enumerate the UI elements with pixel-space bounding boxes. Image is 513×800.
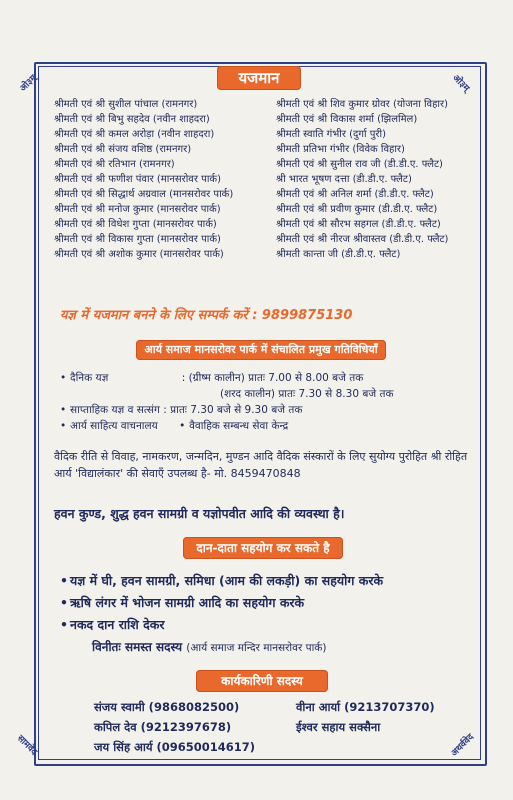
weekly-label: साप्ताहिक यज्ञ व सत्संग xyxy=(70,404,160,416)
corner-label-bottom-right: अथर्ववेद xyxy=(449,732,477,759)
list-item: श्रीमती प्रतिभा गंभीर (विवेक विहार) xyxy=(276,144,405,155)
bullet-icon: • xyxy=(60,372,67,384)
list-item: श्रीमती एवं श्री सौरभ सहगल (डी.डी.ए. फ्लैट) xyxy=(276,219,441,230)
bullet-icon: • xyxy=(60,404,67,416)
bullet-icon: • xyxy=(60,617,68,632)
list-item: • नकद दान राशि देकर xyxy=(60,614,383,636)
summer-time: : (ग्रीष्म कालीन) प्रातः 7.00 से 8.00 बजे तक xyxy=(181,372,364,384)
bullet-icon: • xyxy=(60,573,68,588)
corner-label-top-right: ओ३म् xyxy=(450,73,471,94)
list-item: श्रीमती एवं श्री संजय वशिष्ठ (रामनगर) xyxy=(54,144,192,155)
list-item: श्रीमती एवं श्री विकास गुप्ता (मानसरोवर पार्क) xyxy=(54,234,221,245)
contact-line: यज्ञ में यजमान बनने के लिए सम्पर्क करें : 9899875130 xyxy=(60,308,353,323)
signoff xyxy=(92,638,326,655)
list-item: श्रीमती एवं श्री रतिभान (रामनगर) xyxy=(54,159,175,170)
list-item: संजय स्वामी (9868082500) xyxy=(94,700,240,714)
list-item: श्रीमती एवं श्री नीरज श्रीवास्तव (डी.डी.ए. फ्लैट) xyxy=(276,234,449,245)
list-item: • ऋषि लंगर में भोजन सामग्री आदि का सहयोग करके xyxy=(60,592,383,614)
list-item: श्रीमती एवं श्री फणीश पंवार (मानसरोवर पार्क) xyxy=(54,174,221,185)
donation-list xyxy=(60,570,383,636)
committee-heading: कार्यकारिणी सदस्य xyxy=(196,670,328,692)
list-item: जय सिंह आर्य (09650014617) xyxy=(94,740,256,754)
committee-list-right xyxy=(296,697,435,737)
list-item: वीना आर्या (9213707370) xyxy=(296,700,435,714)
activities-heading: आर्य समाज मानसरोवर पार्क में संचालित प्रमुख गतिविधियाँ xyxy=(136,340,386,360)
list-item: श्रीमती एवं श्री कमल अरोड़ा (नवीन शाहदरा) xyxy=(54,129,215,140)
winter-time: (शरद कालीन) प्रातः 7.30 से 8.30 बजे तक xyxy=(220,388,394,400)
list-item: श्रीमती एवं श्री शिव कुमार ग्रोवर (योजना विहार) xyxy=(276,99,449,110)
sanskar-paragraph: वैदिक रीति से विवाह, नामकरण, जन्मदिन, मुण्डन आदि वैदिक संस्कारों के लिए सुयोग्य पुरोहित श्री रोहित आर्य 'विद्यालंकार' की सेवाएँ उपलब्ध है- मो. 8459470848 xyxy=(54,450,468,480)
list-item: श्रीमती एवं श्री सुशील पांचाल (रामनगर) xyxy=(54,99,198,110)
list-item: श्रीमती एवं श्री मनोज कुमार (मानसरोवर पार्क) xyxy=(54,204,221,215)
list-item: श्रीमती एवं श्री अनिल शर्मा (डी.डी.ए. फ्लैट) xyxy=(276,189,434,200)
list-item: • यज्ञ में घी, हवन सामग्री, समिधा (आम की लकड़ी) का सहयोग करके xyxy=(60,570,383,592)
bullet-icon: • xyxy=(179,420,186,432)
list-item: श्रीमती एवं श्री सुनील राव जी (डी.डी.ए. फ्लैट) xyxy=(276,159,443,170)
bullet-icon: • xyxy=(60,420,67,432)
marriage-label: वैवाहिक सम्बन्ध सेवा केन्द्र xyxy=(189,420,289,432)
list-item: श्रीमती एवं श्री विकास शर्मा (झिलमिल) xyxy=(276,114,418,125)
yajman-list-left xyxy=(54,97,264,262)
list-item: श्रीमती एवं श्री विधेश गुप्ता (मानसरोवर पार्क) xyxy=(54,219,217,230)
list-item: श्रीमती कान्ता जी (डी.डी.ए. फ्लैट) xyxy=(276,249,401,260)
list-item: श्रीमती एवं श्री बिभु सहदेव (नवीन शाहदरा) xyxy=(54,114,210,125)
signoff-sub: (आर्य समाज मन्दिर मानसरोवर पार्क) xyxy=(186,642,327,654)
activity-schedule xyxy=(60,370,394,434)
corner-label-top-left: ओ३म् xyxy=(18,73,40,94)
donation-heading: दान-दाता सहयोग कर सकते है xyxy=(183,537,343,559)
bullet-icon: • xyxy=(60,595,68,610)
list-item: ईश्वर सहाय सक्सैना xyxy=(296,720,381,734)
list-item: श्रीमती स्वाति गंभीर (दुर्गा पुरी) xyxy=(276,129,387,140)
list-item: श्रीमती एवं श्री अशोक कुमार (मानसरोवर पार्क) xyxy=(54,249,224,260)
list-item: श्री भारत भूषण दत्ता (डी.डी.ए. फ्लैट) xyxy=(276,174,412,185)
havan-paragraph: हवन कुण्ड, शुद्ध हवन सामग्री व यज्ञोपवीत आदि की व्यवस्था है। xyxy=(54,506,345,521)
daily-yajna-label: दैनिक यज्ञ xyxy=(70,372,109,384)
corner-label-bottom-left: सामवेद xyxy=(14,733,39,758)
committee-list-left xyxy=(94,697,255,757)
list-item: कपिल देव (9212397678) xyxy=(94,720,232,734)
list-item: श्रीमती एवं श्री प्रवीण कुमार (डी.डी.ए. फ्लैट) xyxy=(276,204,438,215)
signoff-main: विनीतः समस्त सदस्य xyxy=(92,640,183,654)
list-item: श्रीमती एवं श्री सिद्धार्थ अग्रवाल (मानसरोवर पार्क) xyxy=(54,189,234,200)
library-label: आर्य साहित्य वाचनालय xyxy=(70,420,158,432)
weekly-time: : प्रातः 7.30 बजे से 9.30 बजे तक xyxy=(163,404,303,416)
yajman-list-right xyxy=(276,97,481,262)
yajman-heading: यजमान xyxy=(217,66,301,90)
